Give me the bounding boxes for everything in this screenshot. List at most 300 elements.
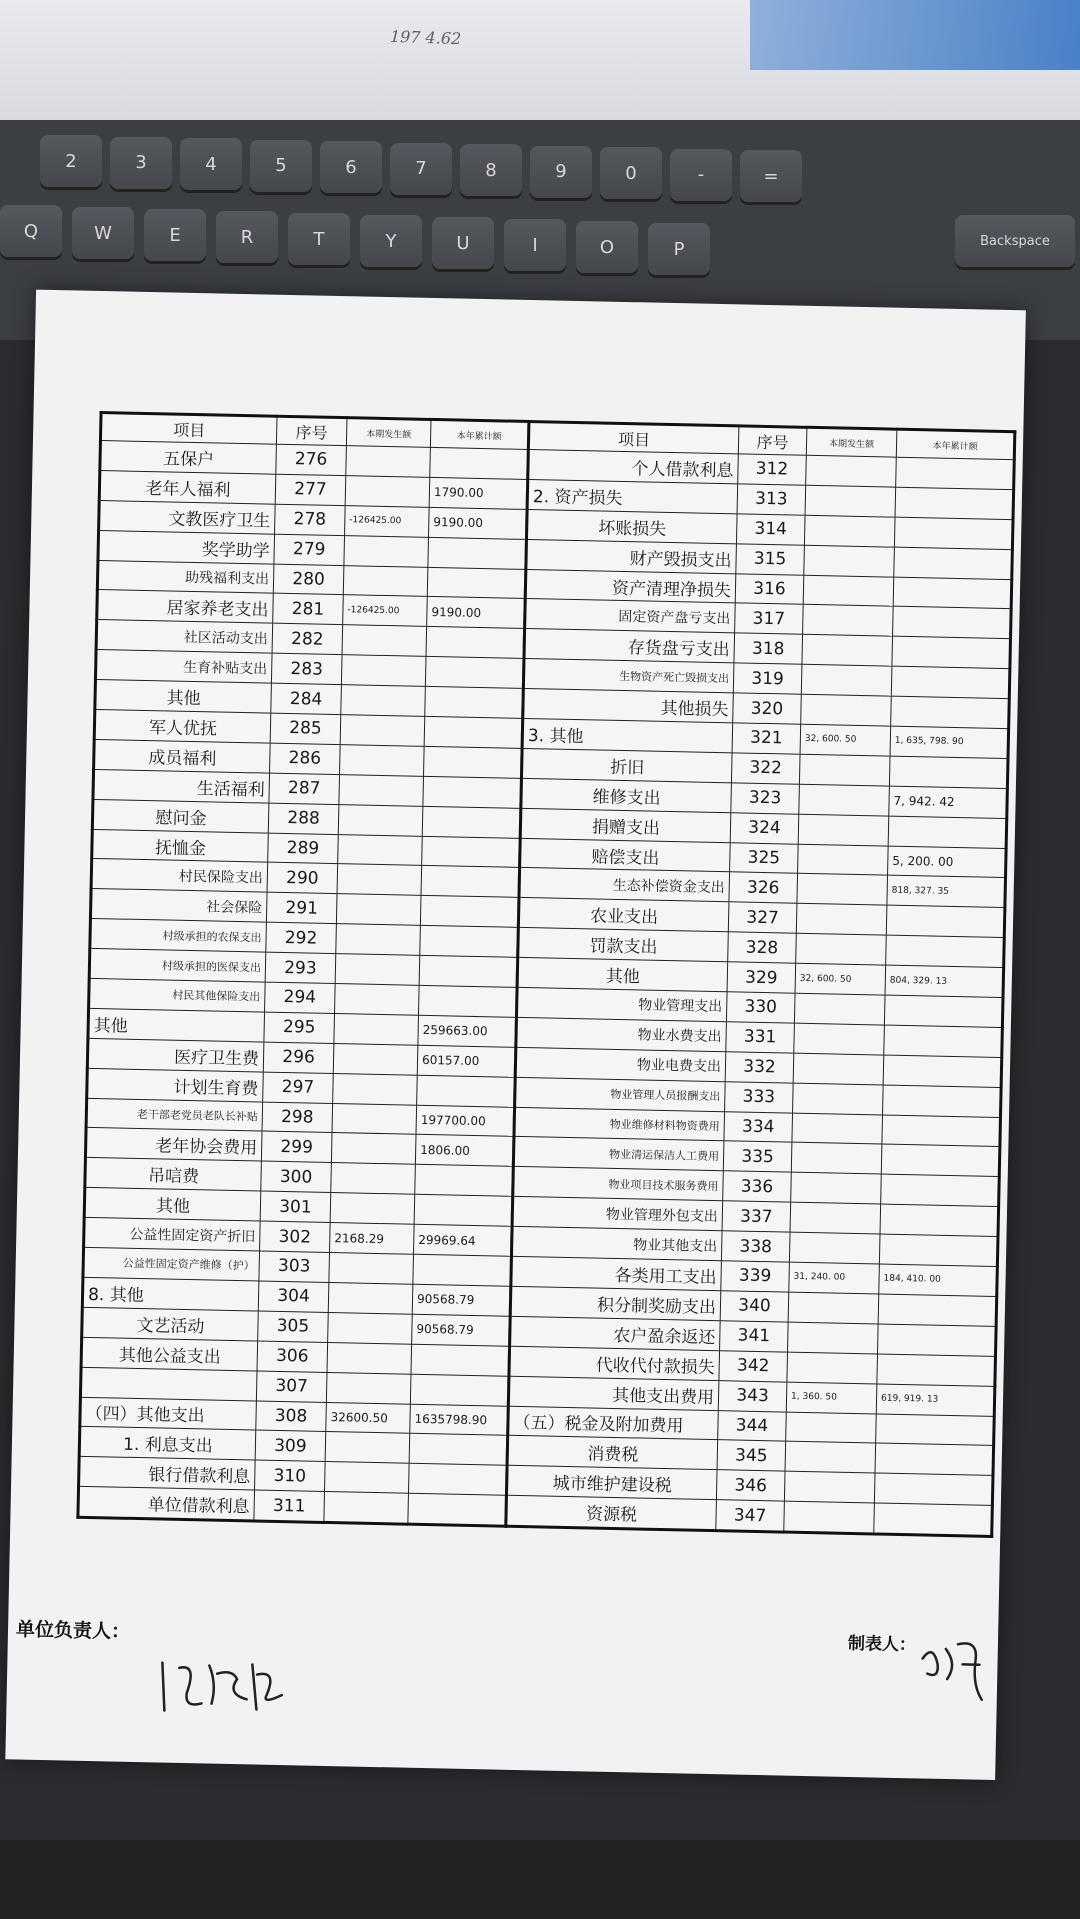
cell-seq: 328: [728, 932, 797, 963]
cell-current: [805, 485, 896, 517]
cell-item: 村民其他保险支出: [89, 978, 266, 1012]
cell-ytd: [896, 457, 1015, 489]
keyboard-key-backspace: Backspace: [955, 215, 1075, 267]
cell-seq: 288: [268, 803, 339, 834]
cell-ytd: [894, 547, 1013, 579]
cell-seq: 344: [718, 1410, 787, 1441]
cell-ytd: 259663.00: [418, 1015, 517, 1047]
top-handwritten-note: 197 4.62: [389, 26, 462, 49]
cell-seq: 293: [265, 952, 336, 983]
cell-current: [794, 1023, 885, 1055]
cell-current: [331, 1163, 416, 1195]
cell-seq: 298: [262, 1102, 333, 1133]
cell-item: 计划生育费: [87, 1068, 264, 1102]
cell-ytd: [410, 1374, 509, 1406]
cell-ytd: 197700.00: [416, 1105, 515, 1137]
cell-seq: 347: [716, 1500, 785, 1532]
keyboard-key: T: [288, 213, 350, 265]
keyboard-key: U: [432, 217, 494, 269]
cell-current: [793, 1083, 884, 1115]
cell-ytd: [884, 995, 1003, 1027]
cell-seq: 319: [733, 663, 802, 694]
cell-current: [789, 1232, 880, 1264]
cell-item: 文教医疗卫生: [99, 500, 276, 534]
cell-ytd: 1806.00: [415, 1135, 514, 1167]
cell-item: 财产毁损支出: [526, 539, 737, 573]
cell-item: 赔偿支出: [520, 838, 731, 872]
cell-ytd: [893, 607, 1012, 639]
cell-seq: 342: [719, 1350, 788, 1381]
cell-seq: 336: [723, 1171, 792, 1202]
unit-head-signature: [156, 1652, 317, 1715]
unit-head-label: 单位负责人：: [15, 1618, 131, 1643]
cell-seq: 301: [260, 1191, 331, 1222]
cell-item: 居家养老支出: [97, 590, 274, 624]
cell-seq: 340: [720, 1291, 789, 1322]
cell-seq: 334: [724, 1111, 793, 1142]
cell-item: [80, 1367, 257, 1401]
cell-current: [335, 954, 420, 986]
cell-item: 存货盘亏支出: [524, 629, 735, 663]
cell-item: 物业维修材料物资费用: [514, 1107, 725, 1141]
cell-item: 资产清理净损失: [525, 569, 736, 603]
cell-item: 文艺活动: [82, 1307, 259, 1341]
cell-seq: 329: [727, 962, 796, 993]
cell-seq: 284: [271, 683, 342, 714]
cell-current: 31, 240. 00: [789, 1262, 880, 1294]
cell-item: 物业管理人员报酬支出: [515, 1077, 726, 1111]
cell-current: [791, 1143, 882, 1175]
cell-item: 社区活动支出: [96, 620, 273, 654]
cell-item: 公益性固定资产折旧: [84, 1218, 261, 1252]
cell-ytd: [878, 1324, 997, 1356]
cell-current: [793, 1053, 884, 1085]
cell-current: [790, 1202, 881, 1234]
cell-current: [324, 1492, 409, 1525]
cell-seq: 325: [730, 842, 799, 873]
cell-seq: 312: [738, 454, 807, 485]
cell-item: 成员福利: [94, 739, 271, 773]
cell-current: [804, 515, 895, 547]
cell-current: [341, 685, 426, 717]
cell-ytd: [414, 1195, 513, 1227]
cell-current: [784, 1501, 875, 1534]
cell-current: [785, 1441, 876, 1473]
cell-ytd: [425, 686, 524, 718]
cell-item: 医疗卫生费: [87, 1038, 264, 1072]
cell-ytd: [886, 905, 1005, 937]
cell-current: 32600.50: [326, 1402, 411, 1434]
cell-seq: 295: [264, 1012, 335, 1043]
cell-current: [786, 1412, 877, 1444]
cell-ytd: 5, 200. 00: [888, 846, 1007, 878]
cell-item: 8. 其他: [82, 1277, 259, 1311]
cell-current: -126425.00: [345, 505, 430, 537]
cell-seq: 276: [276, 444, 347, 475]
cell-current: [803, 605, 894, 637]
cell-item: 物业清运保洁人工费用: [513, 1137, 724, 1171]
cell-item: 坏账损失: [526, 509, 737, 543]
cell-current: [337, 864, 422, 896]
cell-current: [794, 993, 885, 1025]
cell-ytd: [408, 1463, 507, 1495]
cell-ytd: 60157.00: [417, 1045, 516, 1077]
cell-item: 生态补偿资金支出: [519, 868, 730, 902]
cell-seq: 304: [258, 1281, 329, 1312]
cell-item: 物业其他支出: [511, 1226, 722, 1260]
cell-ytd: [874, 1473, 993, 1505]
cell-ytd: 29969.64: [413, 1224, 512, 1256]
cell-current: [340, 745, 425, 777]
cell-item: 银行借款利息: [79, 1457, 256, 1491]
cell-current: [806, 455, 897, 487]
cell-ytd: [415, 1165, 514, 1197]
cell-ytd: [408, 1493, 507, 1526]
cell-current: [339, 774, 424, 806]
cell-item: 其他: [95, 680, 272, 714]
cell-item: 农户盈余返还: [510, 1316, 721, 1350]
cell-ytd: [877, 1354, 996, 1386]
cell-item: 生育补贴支出: [95, 650, 272, 684]
cell-item: 物业管理外包支出: [512, 1197, 723, 1231]
cell-current: [346, 446, 431, 478]
preparer-signature: [917, 1633, 998, 1705]
keyboard-key: R: [216, 211, 278, 263]
cell-seq: 277: [275, 474, 346, 505]
keyboard-key: I: [504, 219, 566, 271]
cell-ytd: [895, 487, 1014, 519]
cell-ytd: [888, 816, 1007, 848]
cell-current: [796, 933, 887, 965]
cell-item: 物业管理支出: [516, 987, 727, 1021]
ledger-table-left: [76, 411, 530, 1528]
cell-current: [338, 804, 423, 836]
cell-seq: 302: [260, 1221, 331, 1252]
cell-ytd: 619, 919. 13: [876, 1384, 995, 1416]
cell-ytd: [891, 666, 1010, 698]
cell-current: [338, 834, 423, 866]
cell-ytd: [875, 1443, 994, 1475]
cell-ytd: [418, 985, 517, 1017]
cell-seq: 339: [721, 1261, 790, 1292]
cell-ytd: 184, 410. 00: [879, 1264, 998, 1296]
cell-current: [333, 1043, 418, 1075]
cell-current: [333, 1073, 418, 1105]
cell-current: [787, 1352, 878, 1384]
cell-ytd: [430, 447, 529, 479]
cell-seq: 330: [726, 992, 795, 1023]
cell-seq: 308: [256, 1400, 327, 1431]
cell-current: [801, 664, 892, 696]
cell-seq: 300: [261, 1161, 332, 1192]
cell-current: 32, 600. 50: [795, 963, 886, 995]
cell-item: 军人优抚: [94, 709, 271, 743]
background-top-paper: [0, 0, 1080, 120]
cell-ytd: [417, 1075, 516, 1107]
cell-seq: 323: [731, 783, 800, 814]
ledger-sheet: [5, 290, 1026, 1780]
cell-seq: 314: [736, 514, 805, 545]
keyboard-key: Q: [0, 205, 62, 257]
preparer-label: 制表人：: [847, 1633, 917, 1656]
cell-seq: 311: [254, 1490, 325, 1522]
keyboard-key: E: [144, 209, 206, 261]
cell-seq: 321: [732, 723, 801, 754]
cell-current: [788, 1322, 879, 1354]
cell-item: 老干部老党员老队长补贴: [86, 1098, 263, 1132]
cell-ytd: [879, 1234, 998, 1266]
cell-ytd: [427, 567, 526, 599]
cell-ytd: 818, 327. 35: [887, 876, 1006, 908]
cell-ytd: [892, 636, 1011, 668]
cell-item: 罚款支出: [518, 928, 729, 962]
keyboard-key: 6: [320, 141, 382, 193]
cell-item: 村级承担的医保支出: [89, 949, 266, 983]
cell-ytd: [409, 1434, 508, 1466]
cell-ytd: 1635798.90: [410, 1404, 509, 1436]
cell-item: 1. 利息支出: [79, 1427, 256, 1461]
cell-current: [336, 894, 421, 926]
cell-item: 消费税: [507, 1436, 718, 1470]
cell-ytd: 804, 329. 13: [885, 965, 1004, 997]
cell-item: 奖学助学: [98, 530, 275, 564]
cell-seq: 292: [266, 922, 337, 953]
cell-item: 物业水费支出: [516, 1017, 727, 1051]
cell-ytd: [424, 716, 523, 748]
header-item: 项目: [528, 421, 739, 453]
keyboard-key: P: [648, 223, 710, 275]
cell-current: [796, 904, 887, 936]
cell-item: 其他损失: [523, 689, 734, 723]
cell-item: 吊唁费: [85, 1158, 262, 1192]
cell-ytd: 9190.00: [427, 597, 526, 629]
cell-seq: 303: [259, 1251, 330, 1282]
keyboard-key: 0: [600, 147, 662, 199]
header-seq: 序号: [276, 416, 347, 445]
cell-ytd: 90568.79: [412, 1314, 511, 1346]
cell-seq: 287: [269, 773, 340, 804]
keyboard-key: =: [740, 150, 802, 202]
cell-item: 物业项目技术服务费用: [513, 1167, 724, 1201]
keyboard-key: 4: [180, 138, 242, 190]
cell-current: [340, 715, 425, 747]
cell-current: [344, 535, 429, 567]
cell-item: 折旧: [521, 748, 732, 782]
cell-seq: 341: [720, 1321, 789, 1352]
cell-ytd: [423, 776, 522, 808]
cell-current: [326, 1372, 411, 1404]
cell-current: [336, 924, 421, 956]
keyboard-key: -: [670, 149, 732, 201]
cell-item: 物业电费支出: [515, 1047, 726, 1081]
cell-current: [798, 844, 889, 876]
cell-seq: 322: [731, 753, 800, 784]
cell-seq: 324: [730, 812, 799, 843]
cell-ytd: [893, 577, 1012, 609]
cell-item: 抚恤金: [92, 829, 269, 863]
cell-ytd: [422, 806, 521, 838]
cell-seq: 332: [725, 1052, 794, 1083]
keyboard-key: 9: [530, 146, 592, 198]
cell-ytd: [425, 657, 524, 689]
cell-current: -126425.00: [343, 595, 428, 627]
cell-seq: 316: [735, 573, 804, 604]
cell-item: 个人借款利息: [528, 449, 739, 483]
cell-ytd: 9190.00: [429, 507, 528, 539]
cell-current: [325, 1432, 410, 1464]
cell-seq: 309: [255, 1430, 326, 1461]
cell-ytd: [883, 1055, 1002, 1087]
cell-seq: 335: [723, 1141, 792, 1172]
cell-ytd: [883, 1085, 1002, 1117]
cell-item: 2. 资产损失: [527, 479, 738, 513]
cell-ytd: [882, 1115, 1001, 1147]
cell-current: [784, 1471, 875, 1503]
header-ytd: 本年累计额: [430, 419, 529, 449]
cell-current: [792, 1113, 883, 1145]
cell-item: 维修支出: [521, 778, 732, 812]
cell-seq: 317: [735, 603, 804, 634]
cell-seq: 279: [274, 534, 345, 565]
cell-current: [803, 575, 894, 607]
cell-ytd: [889, 756, 1008, 788]
cell-current: [799, 784, 890, 816]
cell-item: 资源税: [506, 1495, 717, 1530]
cell-current: [788, 1292, 879, 1324]
cell-seq: 337: [722, 1201, 791, 1232]
keyboard-key: Y: [360, 215, 422, 267]
cell-current: 1, 360. 50: [786, 1382, 877, 1414]
cell-item: 村民保险支出: [91, 859, 268, 893]
cell-ytd: [420, 896, 519, 928]
cell-item: 公益性固定资产维修（护）: [83, 1247, 260, 1281]
keyboard-key: O: [576, 221, 638, 273]
cell-ytd: [419, 955, 518, 987]
cell-item: 老年人福利: [99, 470, 276, 504]
cell-seq: 310: [255, 1460, 326, 1491]
cell-seq: 296: [263, 1042, 334, 1073]
cell-item: 其他支出费用: [508, 1376, 719, 1410]
cell-ytd: [876, 1413, 995, 1445]
cell-current: [345, 476, 430, 508]
cell-ytd: [886, 935, 1005, 967]
cell-ytd: [881, 1145, 1000, 1177]
keyboard-key: 8: [460, 144, 522, 196]
cell-seq: 345: [717, 1440, 786, 1471]
cell-seq: 290: [267, 863, 338, 894]
cell-seq: 306: [257, 1341, 328, 1372]
cell-seq: 297: [263, 1072, 334, 1103]
cell-seq: 286: [270, 743, 341, 774]
cell-item: （四）其他支出: [80, 1397, 257, 1431]
keyboard-key: 2: [40, 135, 102, 187]
cell-item: 村级承担的农保支出: [90, 919, 267, 953]
cell-ytd: [874, 1503, 993, 1536]
cell-current: [341, 655, 426, 687]
cell-current: [324, 1462, 409, 1494]
cell-seq: 278: [275, 504, 346, 535]
cell-seq: 283: [271, 653, 342, 684]
cell-seq: 313: [737, 484, 806, 515]
cell-item: 固定资产盘亏支出: [525, 599, 736, 633]
cell-item: 生活福利: [93, 769, 270, 803]
keyboard-key: 5: [250, 140, 312, 192]
cell-current: [343, 565, 428, 597]
cell-item: 其他: [84, 1188, 261, 1222]
cell-current: 32, 600. 50: [800, 724, 891, 756]
cell-seq: 326: [729, 872, 798, 903]
cell-current: [799, 754, 890, 786]
ledger-table-right: [504, 420, 1016, 1538]
cell-seq: 338: [721, 1231, 790, 1262]
cell-ytd: [878, 1294, 997, 1326]
cell-ytd: 7, 942. 42: [889, 786, 1008, 818]
cell-seq: 346: [716, 1470, 785, 1501]
cell-seq: 299: [261, 1132, 332, 1163]
cell-seq: 282: [272, 624, 343, 655]
cell-current: [802, 635, 893, 667]
cell-current: [327, 1342, 412, 1374]
cell-item: 其他: [88, 1008, 265, 1042]
cell-seq: 327: [728, 902, 797, 933]
cell-seq: 318: [734, 633, 803, 664]
cell-ytd: [428, 537, 527, 569]
cell-item: 3. 其他: [522, 718, 733, 752]
background-bottom: [0, 1840, 1080, 1919]
cell-item: 助残福利支出: [97, 560, 274, 594]
cell-current: [328, 1282, 413, 1314]
cell-item: 五保户: [100, 441, 277, 475]
cell-seq: 315: [736, 544, 805, 575]
cell-ytd: [413, 1254, 512, 1286]
cell-seq: 333: [725, 1081, 794, 1112]
cell-item: 捐赠支出: [520, 808, 731, 842]
cell-ytd: [881, 1174, 1000, 1206]
cell-ytd: [891, 696, 1010, 728]
header-current: 本期发生额: [806, 427, 897, 457]
cell-current: [342, 625, 427, 657]
cell-ytd: [880, 1204, 999, 1236]
header-ytd: 本年累计额: [896, 429, 1015, 459]
cell-current: [331, 1133, 416, 1165]
cell-current: 2168.29: [330, 1223, 415, 1255]
cell-current: [330, 1193, 415, 1225]
cell-current: [328, 1312, 413, 1344]
cell-ytd: [422, 836, 521, 868]
cell-current: [332, 1103, 417, 1135]
cell-ytd: 90568.79: [412, 1284, 511, 1316]
keyboard-key: 7: [390, 143, 452, 195]
cell-item: 生物资产死亡毁损支出: [523, 659, 734, 693]
cell-item: 单位借款利息: [78, 1486, 255, 1521]
cell-ytd: 1790.00: [429, 477, 528, 509]
cell-ytd: 1, 635, 798. 90: [890, 726, 1009, 758]
cell-seq: 294: [265, 982, 336, 1013]
cell-ytd: [424, 746, 523, 778]
cell-item: 各类用工支出: [511, 1256, 722, 1290]
header-seq: 序号: [738, 426, 807, 455]
cell-item: 代收代付款损失: [509, 1346, 720, 1380]
cell-seq: 285: [270, 713, 341, 744]
cell-seq: 331: [726, 1022, 795, 1053]
cell-seq: 289: [268, 833, 339, 864]
cell-item: 老年协会费用: [85, 1128, 262, 1162]
cell-current: [334, 1013, 419, 1045]
cell-seq: 343: [718, 1380, 787, 1411]
cell-current: [801, 694, 892, 726]
keyboard-key: W: [72, 207, 134, 259]
cell-seq: 291: [266, 892, 337, 923]
